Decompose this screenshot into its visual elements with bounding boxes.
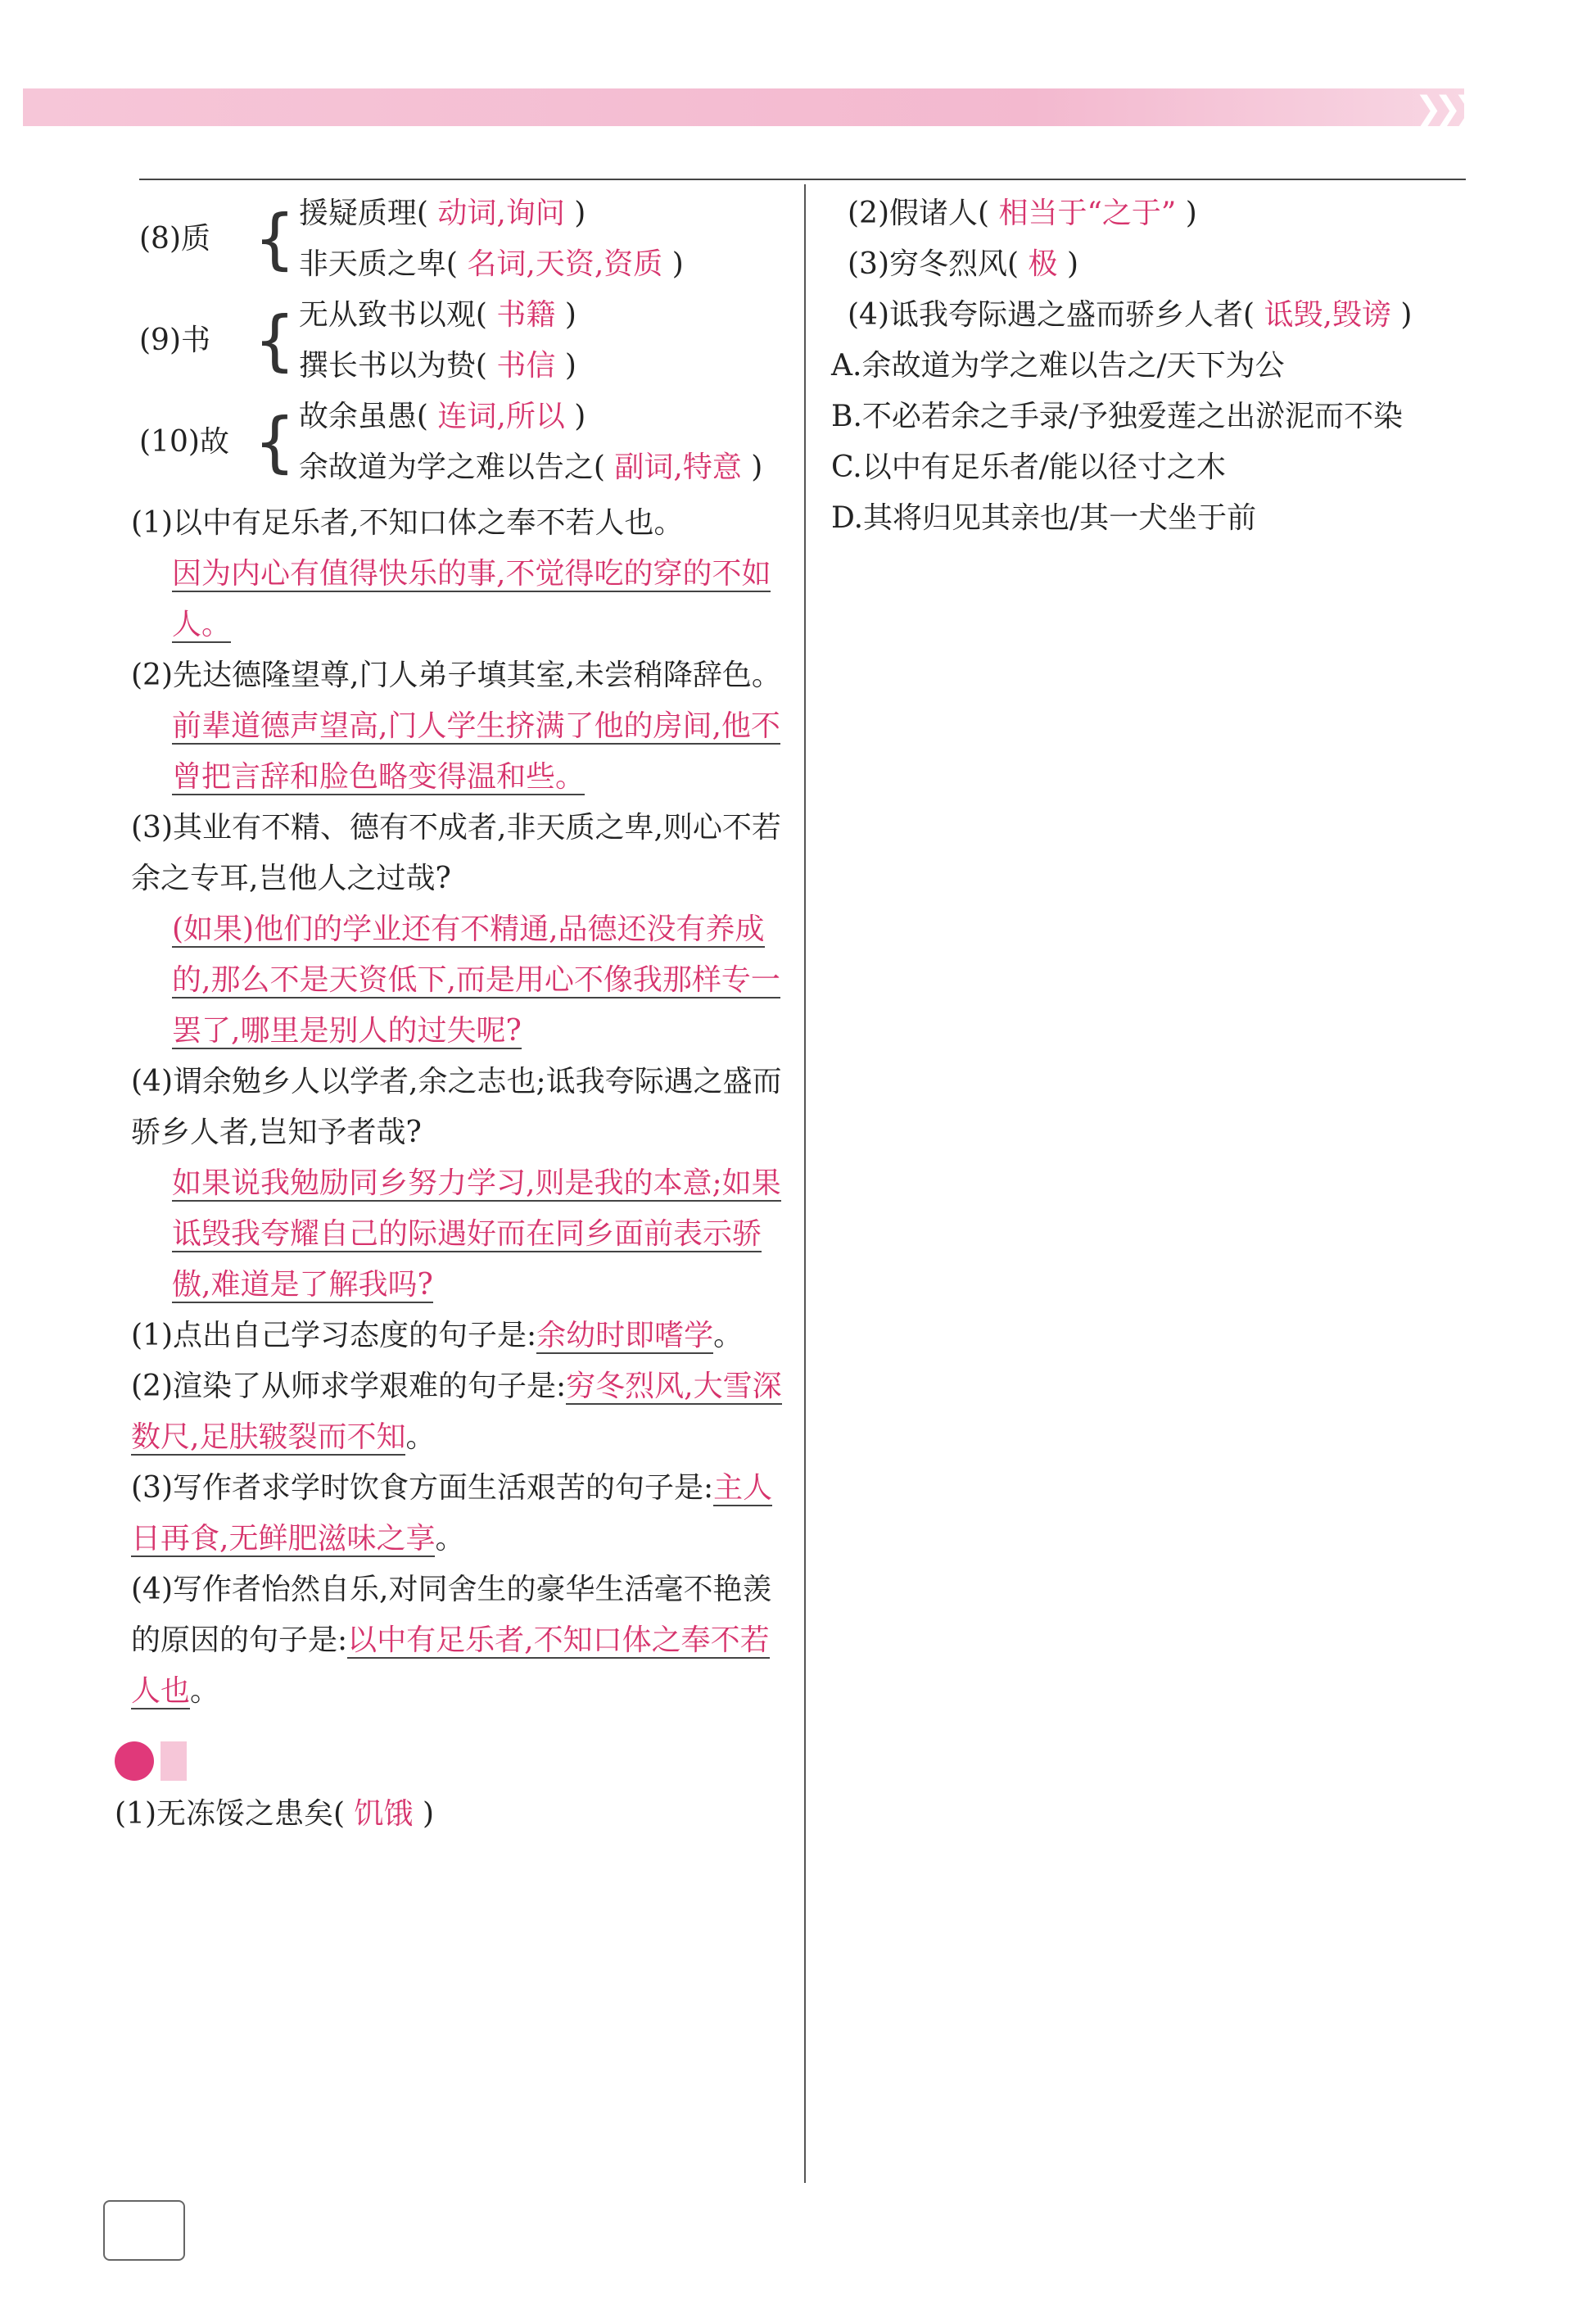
- q6-group-rows: [299, 290, 576, 392]
- q9-text: (1)无冻馁之患矣(: [115, 1797, 346, 1831]
- q6-row: [299, 239, 684, 290]
- q7-answer-text: (如果)他们的学业还有不精通,品德还没有养成的,那么不是天资低下,而是用心不像我那样专一罢了,哪里是别人的过失呢?: [172, 912, 780, 1048]
- q9-item: [831, 239, 1511, 290]
- q6-row: [299, 442, 762, 493]
- q8-answer: 穷冬烈风,大雪深数尺,足肤皲裂而不知: [131, 1370, 782, 1454]
- q6-row-answer: 连词,所以: [427, 400, 575, 433]
- q9-remaining-items: [831, 188, 1511, 341]
- q7-answer-text: 如果说我勉励同乡努力学习,则是我的本意;如果诋毁我夸耀自己的际遇好而在同乡面前表示骄傲,难道是了解我吗?: [172, 1166, 781, 1302]
- section-b-badge: [115, 1741, 154, 1781]
- q8-end: 。: [713, 1319, 744, 1352]
- q7-question: (3)其业有不精、德有不成者,非天质之卑,则心不若余之专耳,岂他人之过哉?: [131, 811, 781, 895]
- q8-question: (2)渲染了从师求学艰难的句子是:: [131, 1370, 567, 1403]
- q7-answer-text: 因为内心有值得快乐的事,不觉得吃的穿的不如人。: [172, 557, 771, 641]
- q6-row-text: 余故道为学之难以告之(: [298, 451, 605, 484]
- section-b-title: [161, 1741, 187, 1781]
- page-number: [103, 2200, 185, 2261]
- q7-answer: [98, 549, 786, 650]
- q10-options: [831, 341, 1511, 544]
- q6-row-end: ): [574, 400, 586, 433]
- left-column: [98, 188, 786, 1840]
- q9-end: ): [1066, 247, 1078, 281]
- column-divider: [804, 184, 806, 2183]
- brace-icon: {: [254, 201, 296, 277]
- q9-text: (3)穷冬烈风(: [848, 247, 1020, 281]
- q8-item: [98, 1361, 786, 1463]
- q8-end: 。: [190, 1674, 220, 1708]
- q7-answer-text: 前辈道德声望高,门人学生挤满了他的房间,他不曾把言辞和脸色略变得温和些。: [172, 709, 780, 794]
- q8-item: [98, 1463, 786, 1565]
- q8-answer: 余幼时即嗜学: [536, 1319, 714, 1352]
- q8-answer: 以中有足乐者,不知口体之奉不若人也: [131, 1623, 770, 1708]
- q6-row-answer: 副词,特意: [604, 451, 752, 484]
- q6-group: [98, 392, 786, 493]
- q9-text: (4)诋我夸际遇之盛而骄乡人者(: [848, 298, 1255, 332]
- q6-row-end: ): [574, 197, 586, 230]
- q6-group-label: (9)书: [139, 324, 210, 357]
- q6-group: [98, 188, 786, 290]
- q9-item: [831, 188, 1511, 239]
- q8-item: [98, 1565, 786, 1717]
- header-rule: [139, 179, 1466, 180]
- q6-items: [98, 188, 786, 493]
- q6-group-rows: [299, 392, 762, 493]
- q8-items: [98, 1311, 786, 1717]
- chevron-icon: ❯❯❯: [1414, 90, 1472, 128]
- q6-row-answer: 名词,天资,资质: [457, 247, 672, 281]
- right-column: [831, 188, 1511, 544]
- q6-row-end: ): [564, 349, 576, 383]
- q7-answer: [98, 701, 786, 803]
- q6-row: [299, 188, 684, 239]
- q9-end: ): [422, 1797, 434, 1831]
- q7-answer: [98, 1158, 786, 1311]
- q10-option: C.以中有足乐者/能以径寸之木: [831, 451, 1226, 484]
- q9-first-item: [98, 1789, 786, 1840]
- q9-end: ): [1185, 197, 1197, 230]
- q8-answer: 主人日再食,无鲜肥滋味之享: [131, 1471, 773, 1555]
- q6-row-end: ): [564, 298, 576, 332]
- q6-group-label: (10)故: [139, 425, 229, 459]
- q6-row-end: ): [671, 247, 684, 281]
- q9-item: [98, 1789, 786, 1840]
- q8-end: 。: [435, 1522, 465, 1555]
- q10-option: A.余故道为学之难以告之/天下为公: [831, 349, 1285, 383]
- q9-answer: 相当于“之于”: [989, 197, 1186, 230]
- q6-row-text: 无从致书以观(: [298, 298, 487, 332]
- q9-end: ): [1400, 298, 1413, 332]
- q8-item: [98, 1311, 786, 1361]
- brace-icon: {: [254, 302, 296, 378]
- q9-text: (2)假诸人(: [848, 197, 990, 230]
- q6-row-answer: 动词,询问: [427, 197, 575, 230]
- q10-option: B.不必若余之手录/予独爱莲之出淤泥而不染: [831, 400, 1404, 433]
- section-b-heading: [115, 1741, 786, 1781]
- q8-question: (3)写作者求学时饮食方面生活艰苦的句子是:: [131, 1471, 714, 1505]
- q6-row-end: ): [751, 451, 763, 484]
- q9-answer: 诋毁,毁谤: [1255, 298, 1401, 332]
- q6-row: [299, 341, 576, 392]
- header-band: [23, 88, 1472, 128]
- q7-items: [98, 498, 786, 1311]
- q6-row-answer: 书信: [486, 349, 565, 383]
- q6-group-label: (8)质: [139, 222, 210, 256]
- q6-row-text: 撰长书以为贽(: [298, 349, 487, 383]
- q6-row: [299, 392, 762, 442]
- q8-end: 。: [405, 1420, 436, 1454]
- q6-row-text: 非天质之卑(: [298, 247, 458, 281]
- q6-row-text: 故余虽愚(: [298, 400, 428, 433]
- q9-answer: 极: [1019, 247, 1067, 281]
- brace-icon: {: [254, 404, 296, 480]
- q7-answer: [98, 904, 786, 1057]
- q6-row-text: 援疑质理(: [298, 197, 428, 230]
- q7-question: (2)先达德隆望尊,门人弟子填其室,未尝稍降辞色。: [131, 659, 781, 692]
- q6-row-answer: 书籍: [486, 298, 565, 332]
- q6-group: [98, 290, 786, 392]
- q6-row: [299, 290, 576, 341]
- q9-item: [831, 290, 1511, 341]
- q8-question: (1)点出自己学习态度的句子是:: [131, 1319, 537, 1352]
- q9-answer: 饥饿: [345, 1797, 423, 1831]
- q7-question: (1)以中有足乐者,不知口体之奉不若人也。: [131, 506, 684, 540]
- q10-option: D.其将归见其亲也/其一犬坐于前: [831, 501, 1257, 535]
- q6-group-rows: [299, 188, 684, 290]
- q8-question: (4)写作者怡然自乐,对同舍生的豪华生活毫不艳羡的原因的句子是:: [131, 1573, 772, 1657]
- q7-question: (4)谓余勉乡人以学者,余之志也;诋我夸际遇之盛而骄乡人者,岂知予者哉?: [131, 1065, 782, 1149]
